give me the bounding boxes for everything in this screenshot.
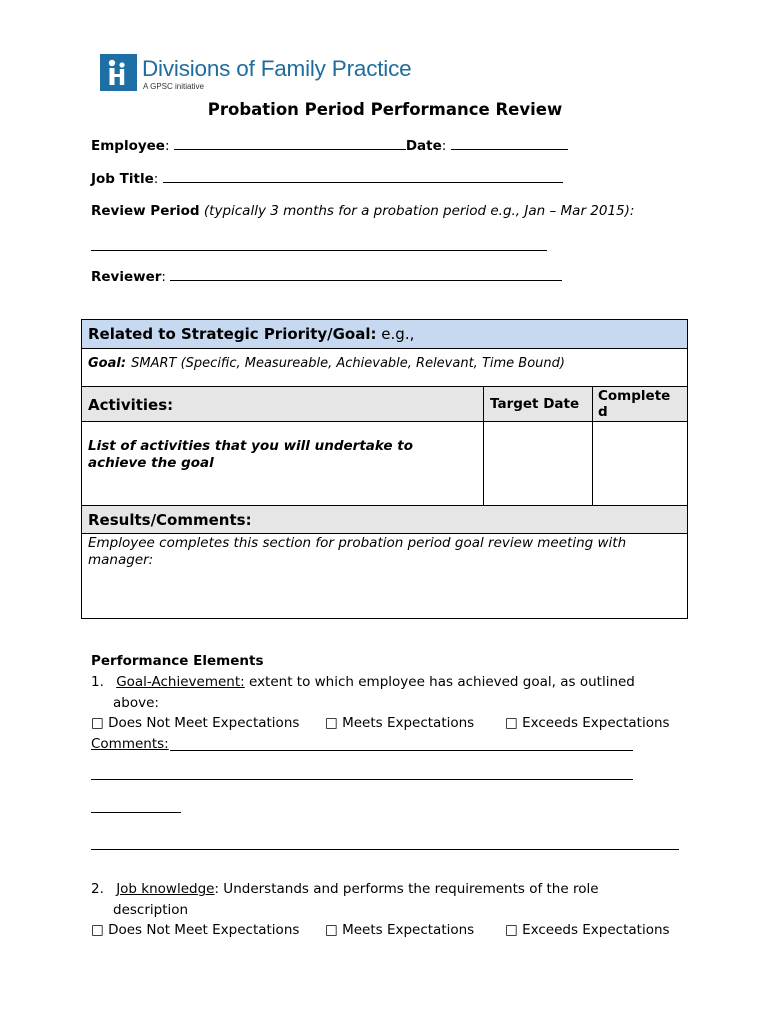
strategic-value: e.g., bbox=[381, 325, 415, 343]
employee-label: Employee bbox=[91, 138, 165, 154]
date-colon: : bbox=[441, 138, 447, 154]
activities-text bbox=[88, 438, 413, 472]
comments-line-4[interactable] bbox=[91, 849, 679, 850]
employee-field[interactable] bbox=[174, 137, 406, 150]
employee-date-row bbox=[91, 137, 568, 154]
job-title-row bbox=[91, 170, 563, 187]
checkbox-icon[interactable]: □ bbox=[325, 715, 338, 731]
item1-title: Goal-Achievement: bbox=[116, 674, 245, 690]
item2-number: 2. bbox=[91, 881, 104, 897]
option-label: Exceeds Expectations bbox=[522, 715, 670, 731]
option-label: Exceeds Expectations bbox=[522, 922, 670, 938]
performance-heading: Performance Elements bbox=[91, 653, 264, 669]
review-period-label: Review Period bbox=[91, 203, 200, 219]
activities-text-line1: List of activities that you will undertake to bbox=[88, 438, 413, 454]
item2-title: Job knowledge bbox=[116, 881, 215, 897]
option-label: Meets Expectations bbox=[342, 715, 475, 731]
option-label: Meets Expectations bbox=[342, 922, 475, 938]
item2-option-exceeds[interactable] bbox=[505, 922, 670, 938]
goal-table bbox=[81, 319, 688, 619]
goal-value: SMART (Specific, Measureable, Achievable, Relevant, Time Bound) bbox=[131, 356, 565, 371]
logo-mark bbox=[100, 54, 137, 91]
checkbox-icon[interactable]: □ bbox=[505, 715, 518, 731]
job-title-colon: : bbox=[153, 171, 159, 187]
activities-text-line2: achieve the goal bbox=[88, 455, 214, 471]
logo-subtitle: A GPSC initiative bbox=[143, 82, 204, 91]
checkbox-icon[interactable]: □ bbox=[325, 922, 338, 938]
item2-option-meets[interactable] bbox=[325, 922, 474, 938]
comments-line-3[interactable] bbox=[91, 812, 181, 813]
performance-item-1 bbox=[91, 674, 635, 690]
item2-text-cont: description bbox=[113, 902, 189, 918]
strategic-priority-header bbox=[82, 320, 687, 349]
job-title-field[interactable] bbox=[163, 170, 563, 183]
reviewer-row bbox=[91, 268, 562, 285]
checkbox-icon[interactable]: □ bbox=[91, 922, 104, 938]
completed-header-line1: Complete bbox=[598, 388, 671, 404]
reviewer-colon: : bbox=[161, 269, 166, 285]
goal-row bbox=[88, 352, 565, 371]
completed-header-line2: d bbox=[598, 404, 608, 420]
item1-comments-row bbox=[91, 736, 169, 752]
review-period-field[interactable] bbox=[91, 250, 547, 251]
item1-text: extent to which employee has achieved goal, as outlined bbox=[244, 674, 635, 690]
reviewer-field[interactable] bbox=[170, 268, 562, 281]
item1-option-exceeds[interactable] bbox=[505, 715, 670, 731]
reviewer-label: Reviewer bbox=[91, 269, 162, 285]
option-label: Does Not Meet Expectations bbox=[108, 922, 300, 938]
target-date-header: Target Date bbox=[490, 396, 580, 412]
date-label: Date bbox=[405, 138, 442, 154]
strategic-label: Related to Strategic Priority/Goal: bbox=[88, 325, 377, 343]
item1-option-meets[interactable] bbox=[325, 715, 474, 731]
completed-header bbox=[598, 388, 670, 420]
date-field[interactable] bbox=[451, 137, 568, 150]
item1-option-not-meet[interactable] bbox=[91, 715, 299, 731]
activities-header: Activities: bbox=[88, 396, 174, 414]
review-period-row bbox=[91, 203, 634, 219]
checkbox-icon[interactable]: □ bbox=[91, 715, 104, 731]
item2-text: : Understands and performs the requirements of the role bbox=[214, 881, 599, 897]
target-date-cell[interactable] bbox=[484, 422, 592, 505]
results-text-line2: manager: bbox=[88, 552, 154, 568]
item1-text-cont: above: bbox=[113, 695, 159, 711]
comments-line-1[interactable] bbox=[170, 750, 633, 751]
results-header: Results/Comments: bbox=[88, 511, 252, 529]
logo-title: Divisions of Family Practice bbox=[142, 56, 412, 81]
item2-option-not-meet[interactable] bbox=[91, 922, 299, 938]
goal-label: Goal: bbox=[88, 356, 127, 371]
option-label: Does Not Meet Expectations bbox=[108, 715, 300, 731]
item1-number: 1. bbox=[91, 674, 104, 690]
job-title-label: Job Title bbox=[91, 171, 154, 187]
comments-line-2[interactable] bbox=[91, 779, 633, 780]
employee-colon: : bbox=[164, 138, 170, 154]
family-figure-icon bbox=[100, 54, 137, 91]
checkbox-icon[interactable]: □ bbox=[505, 922, 518, 938]
performance-item-2 bbox=[91, 881, 599, 897]
page-title: Probation Period Performance Review bbox=[207, 100, 563, 119]
comments-label: Comments: bbox=[91, 736, 169, 752]
results-text-line1: Employee completes this section for probation period goal review meeting with bbox=[88, 535, 627, 551]
results-text[interactable] bbox=[88, 535, 626, 569]
completed-cell[interactable] bbox=[593, 422, 687, 505]
review-period-hint: (typically 3 months for a probation period e.g., Jan – Mar 2015): bbox=[203, 203, 635, 219]
